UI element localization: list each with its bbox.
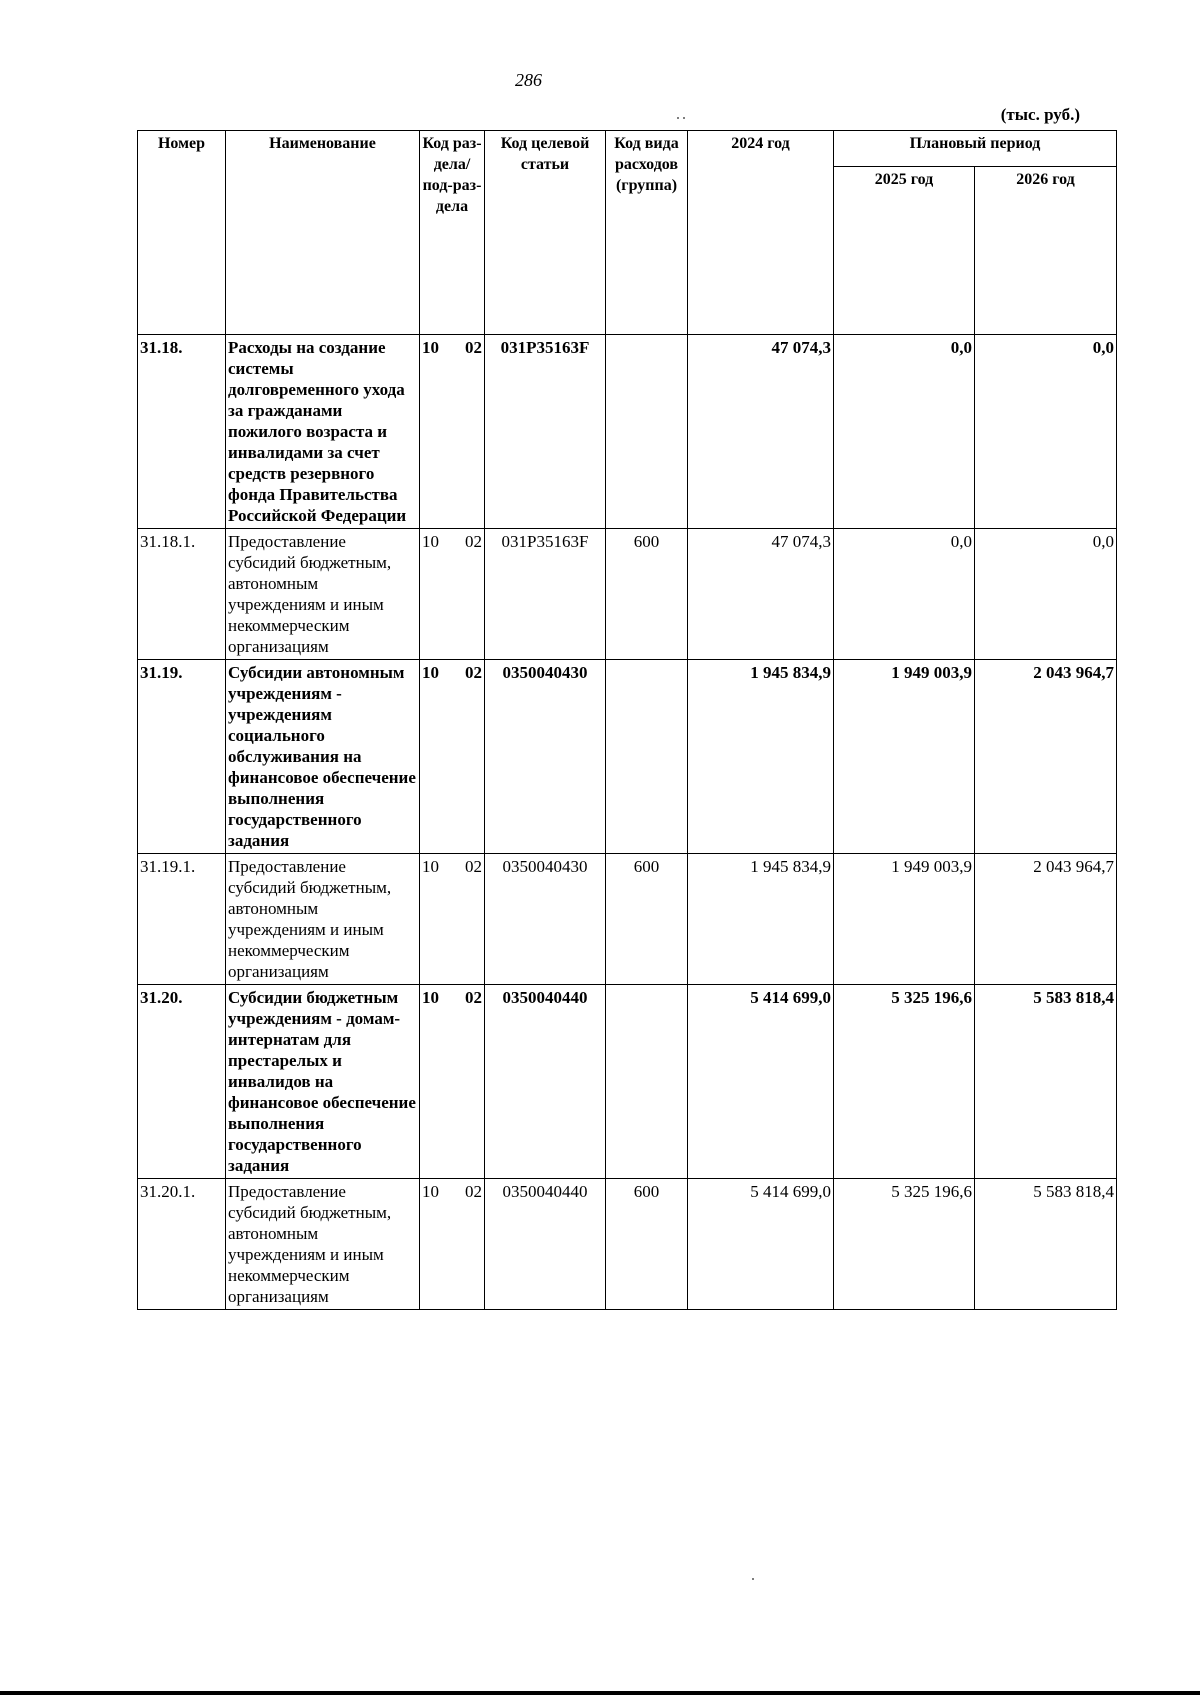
header-planned-period: Плановый период bbox=[834, 131, 1117, 167]
row-name: Предоставление субсидий бюджетным, автономным учреждениям и иным некоммерческим организациям bbox=[226, 854, 420, 985]
row-2025: 0,0 bbox=[834, 335, 975, 529]
row-2024: 1 945 834,9 bbox=[688, 854, 834, 985]
row-number: 31.18.1. bbox=[138, 529, 226, 660]
row-2025: 1 949 003,9 bbox=[834, 660, 975, 854]
row-razdel: 10 bbox=[422, 338, 439, 357]
header-2025: 2025 год bbox=[834, 167, 975, 335]
row-razdel: 10 bbox=[422, 663, 439, 682]
budget-table bbox=[137, 130, 1117, 1310]
row-section-code bbox=[420, 1179, 485, 1310]
table-body bbox=[138, 335, 1117, 1310]
row-name: Субсидии автономным учреждениям - учреждениям социального обслуживания на финансовое обеспечение выполнения государственного задания bbox=[226, 660, 420, 854]
row-name: Предоставление субсидий бюджетным, автономным учреждениям и иным некоммерческим организациям bbox=[226, 529, 420, 660]
row-podrazdel: 02 bbox=[465, 1182, 482, 1201]
header-2024: 2024 год bbox=[688, 131, 834, 335]
bottom-edge-rule bbox=[0, 1691, 1200, 1695]
row-name: Предоставление субсидий бюджетным, автономным учреждениям и иным некоммерческим организациям bbox=[226, 1179, 420, 1310]
row-podrazdel: 02 bbox=[465, 988, 482, 1007]
table-row bbox=[138, 529, 1117, 660]
table-row bbox=[138, 1179, 1117, 1310]
table-row bbox=[138, 854, 1117, 985]
row-expense-type bbox=[606, 660, 688, 854]
row-2025: 1 949 003,9 bbox=[834, 854, 975, 985]
row-target-code: 0350040430 bbox=[485, 854, 606, 985]
row-2025: 0,0 bbox=[834, 529, 975, 660]
row-razdel: 10 bbox=[422, 1182, 439, 1201]
row-target-code: 031P35163F bbox=[485, 335, 606, 529]
row-podrazdel: 02 bbox=[465, 857, 482, 876]
row-2026: 5 583 818,4 bbox=[975, 985, 1117, 1179]
scan-speck bbox=[752, 1578, 754, 1580]
row-2024: 1 945 834,9 bbox=[688, 660, 834, 854]
row-2026: 5 583 818,4 bbox=[975, 1179, 1117, 1310]
row-number: 31.20. bbox=[138, 985, 226, 1179]
row-expense-type bbox=[606, 335, 688, 529]
row-razdel: 10 bbox=[422, 532, 439, 551]
row-section-code bbox=[420, 660, 485, 854]
row-section-code bbox=[420, 985, 485, 1179]
row-2024: 5 414 699,0 bbox=[688, 985, 834, 1179]
row-2026: 0,0 bbox=[975, 529, 1117, 660]
header-name: Наименование bbox=[226, 131, 420, 335]
row-2024: 47 074,3 bbox=[688, 335, 834, 529]
row-razdel: 10 bbox=[422, 857, 439, 876]
row-podrazdel: 02 bbox=[465, 663, 482, 682]
row-number: 31.19. bbox=[138, 660, 226, 854]
row-number: 31.18. bbox=[138, 335, 226, 529]
row-2024: 5 414 699,0 bbox=[688, 1179, 834, 1310]
row-target-code: 0350040440 bbox=[485, 1179, 606, 1310]
row-2026: 0,0 bbox=[975, 335, 1117, 529]
units-label: (тыс. руб.) bbox=[1000, 105, 1080, 124]
table-row bbox=[138, 660, 1117, 854]
row-target-code: 031P35163F bbox=[485, 529, 606, 660]
header-target-code: Код целевой статьи bbox=[485, 131, 606, 335]
row-name: Расходы на создание системы долговременного ухода за гражданами пожилого возраста и инвалидами за счет средств резервного фонда Правительства Российской Федерации bbox=[226, 335, 420, 529]
row-name: Субсидии бюджетным учреждениям - домам-интернатам для престарелых и инвалидов на финансовое обеспечение выполнения государственного задания bbox=[226, 985, 420, 1179]
scan-speck bbox=[677, 117, 679, 119]
page-number: 286 bbox=[515, 70, 542, 90]
row-2024: 47 074,3 bbox=[688, 529, 834, 660]
row-expense-type: 600 bbox=[606, 854, 688, 985]
row-section-code bbox=[420, 529, 485, 660]
row-2025: 5 325 196,6 bbox=[834, 985, 975, 1179]
row-section-code bbox=[420, 854, 485, 985]
row-podrazdel: 02 bbox=[465, 338, 482, 357]
row-podrazdel: 02 bbox=[465, 532, 482, 551]
row-2025: 5 325 196,6 bbox=[834, 1179, 975, 1310]
row-number: 31.20.1. bbox=[138, 1179, 226, 1310]
header-number: Номер bbox=[138, 131, 226, 335]
row-number: 31.19.1. bbox=[138, 854, 226, 985]
table-header bbox=[138, 131, 1117, 335]
row-razdel: 10 bbox=[422, 988, 439, 1007]
header-2026: 2026 год bbox=[975, 167, 1117, 335]
row-expense-type: 600 bbox=[606, 529, 688, 660]
scan-speck bbox=[683, 117, 685, 119]
header-section-code: Код раз-дела/ под-раз-дела bbox=[420, 131, 485, 335]
header-expense-type: Код вида расходов (группа) bbox=[606, 131, 688, 335]
row-target-code: 0350040430 bbox=[485, 660, 606, 854]
row-target-code: 0350040440 bbox=[485, 985, 606, 1179]
row-expense-type: 600 bbox=[606, 1179, 688, 1310]
table-row bbox=[138, 985, 1117, 1179]
row-expense-type bbox=[606, 985, 688, 1179]
row-2026: 2 043 964,7 bbox=[975, 660, 1117, 854]
row-section-code bbox=[420, 335, 485, 529]
table-row bbox=[138, 335, 1117, 529]
row-2026: 2 043 964,7 bbox=[975, 854, 1117, 985]
